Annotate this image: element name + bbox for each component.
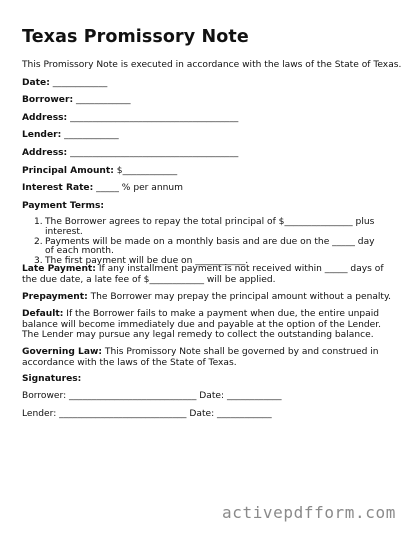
principal-amount-label: Principal Amount: — [22, 166, 114, 176]
principal-amount-value: $____________ — [116, 166, 178, 176]
document-title: Texas Promissory Note — [22, 27, 249, 47]
late-payment-text: If any installment payment is not received within _____ days of the due date, a late fee of $____________ will be applied. — [22, 264, 384, 285]
borrower-address-field — [22, 113, 238, 123]
list-item-text: The first payment will be due on ___________. — [45, 256, 249, 267]
principal-amount-field — [22, 166, 177, 176]
interest-rate-field — [22, 183, 183, 193]
borrower-address-blank: _____________________________________ — [70, 113, 239, 123]
late-payment-section — [22, 264, 394, 285]
interest-rate-value: _____ % per annum — [96, 183, 184, 193]
governing-law-section — [22, 347, 394, 368]
late-payment-label: Late Payment: — [22, 264, 96, 274]
default-text: If the Borrower fails to make a payment when due, the entire unpaid balance will become immediately due and payable at the option of the Lender. The Lender may pursue any legal remedy to collect the outstanding balance. — [22, 309, 382, 341]
list-item-text: The Borrower agrees to repay the total principal of $_______________ plus interest. — [45, 217, 375, 237]
list-item-text: Payments will be made on a monthly basis and are due on the _____ day of each month. — [45, 236, 375, 257]
borrower-blank: ____________ — [76, 95, 131, 105]
list-item — [34, 238, 384, 258]
payment-terms-list — [34, 218, 384, 267]
date-blank: ____________ — [52, 78, 108, 88]
interest-rate-label: Interest Rate: — [22, 183, 94, 193]
list-item-number: 3. — [34, 256, 43, 267]
default-label: Default: — [22, 309, 64, 319]
payment-terms-heading: Payment Terms: — [22, 201, 105, 211]
borrower-field — [22, 95, 131, 105]
list-item-number: 2. — [34, 236, 43, 247]
prepayment-section — [22, 292, 394, 303]
lender-address-field — [22, 148, 238, 158]
lender-blank: ____________ — [64, 130, 119, 140]
lender-signature-line: Lender: ____________________________ Date: ____________ — [22, 409, 272, 419]
signatures-heading: Signatures: — [22, 374, 82, 384]
borrower-address-label: Address: — [22, 113, 68, 123]
governing-law-label: Governing Law: — [22, 347, 103, 357]
lender-address-blank: _____________________________________ — [70, 148, 239, 158]
default-section — [22, 309, 394, 341]
intro-text: This Promissory Note is executed in accordance with the laws of the State of Texas. — [22, 60, 402, 70]
prepayment-label: Prepayment: — [22, 292, 88, 302]
borrower-signature-line: Borrower: ____________________________ Date: ____________ — [22, 391, 282, 401]
list-item — [34, 218, 384, 238]
date-label: Date: — [22, 78, 50, 88]
watermark-text: activepdfform.com — [222, 503, 396, 522]
prepayment-text: The Borrower may prepay the principal amount without a penalty. — [87, 292, 391, 302]
governing-law-text: This Promissory Note shall be governed by and construed in accordance with the laws of the State of Texas. — [22, 347, 379, 368]
list-item-number: 1. — [34, 217, 43, 227]
lender-field — [22, 130, 119, 140]
lender-label: Lender: — [22, 130, 62, 140]
borrower-label: Borrower: — [22, 95, 74, 105]
lender-address-label: Address: — [22, 148, 68, 158]
date-field — [22, 78, 107, 88]
